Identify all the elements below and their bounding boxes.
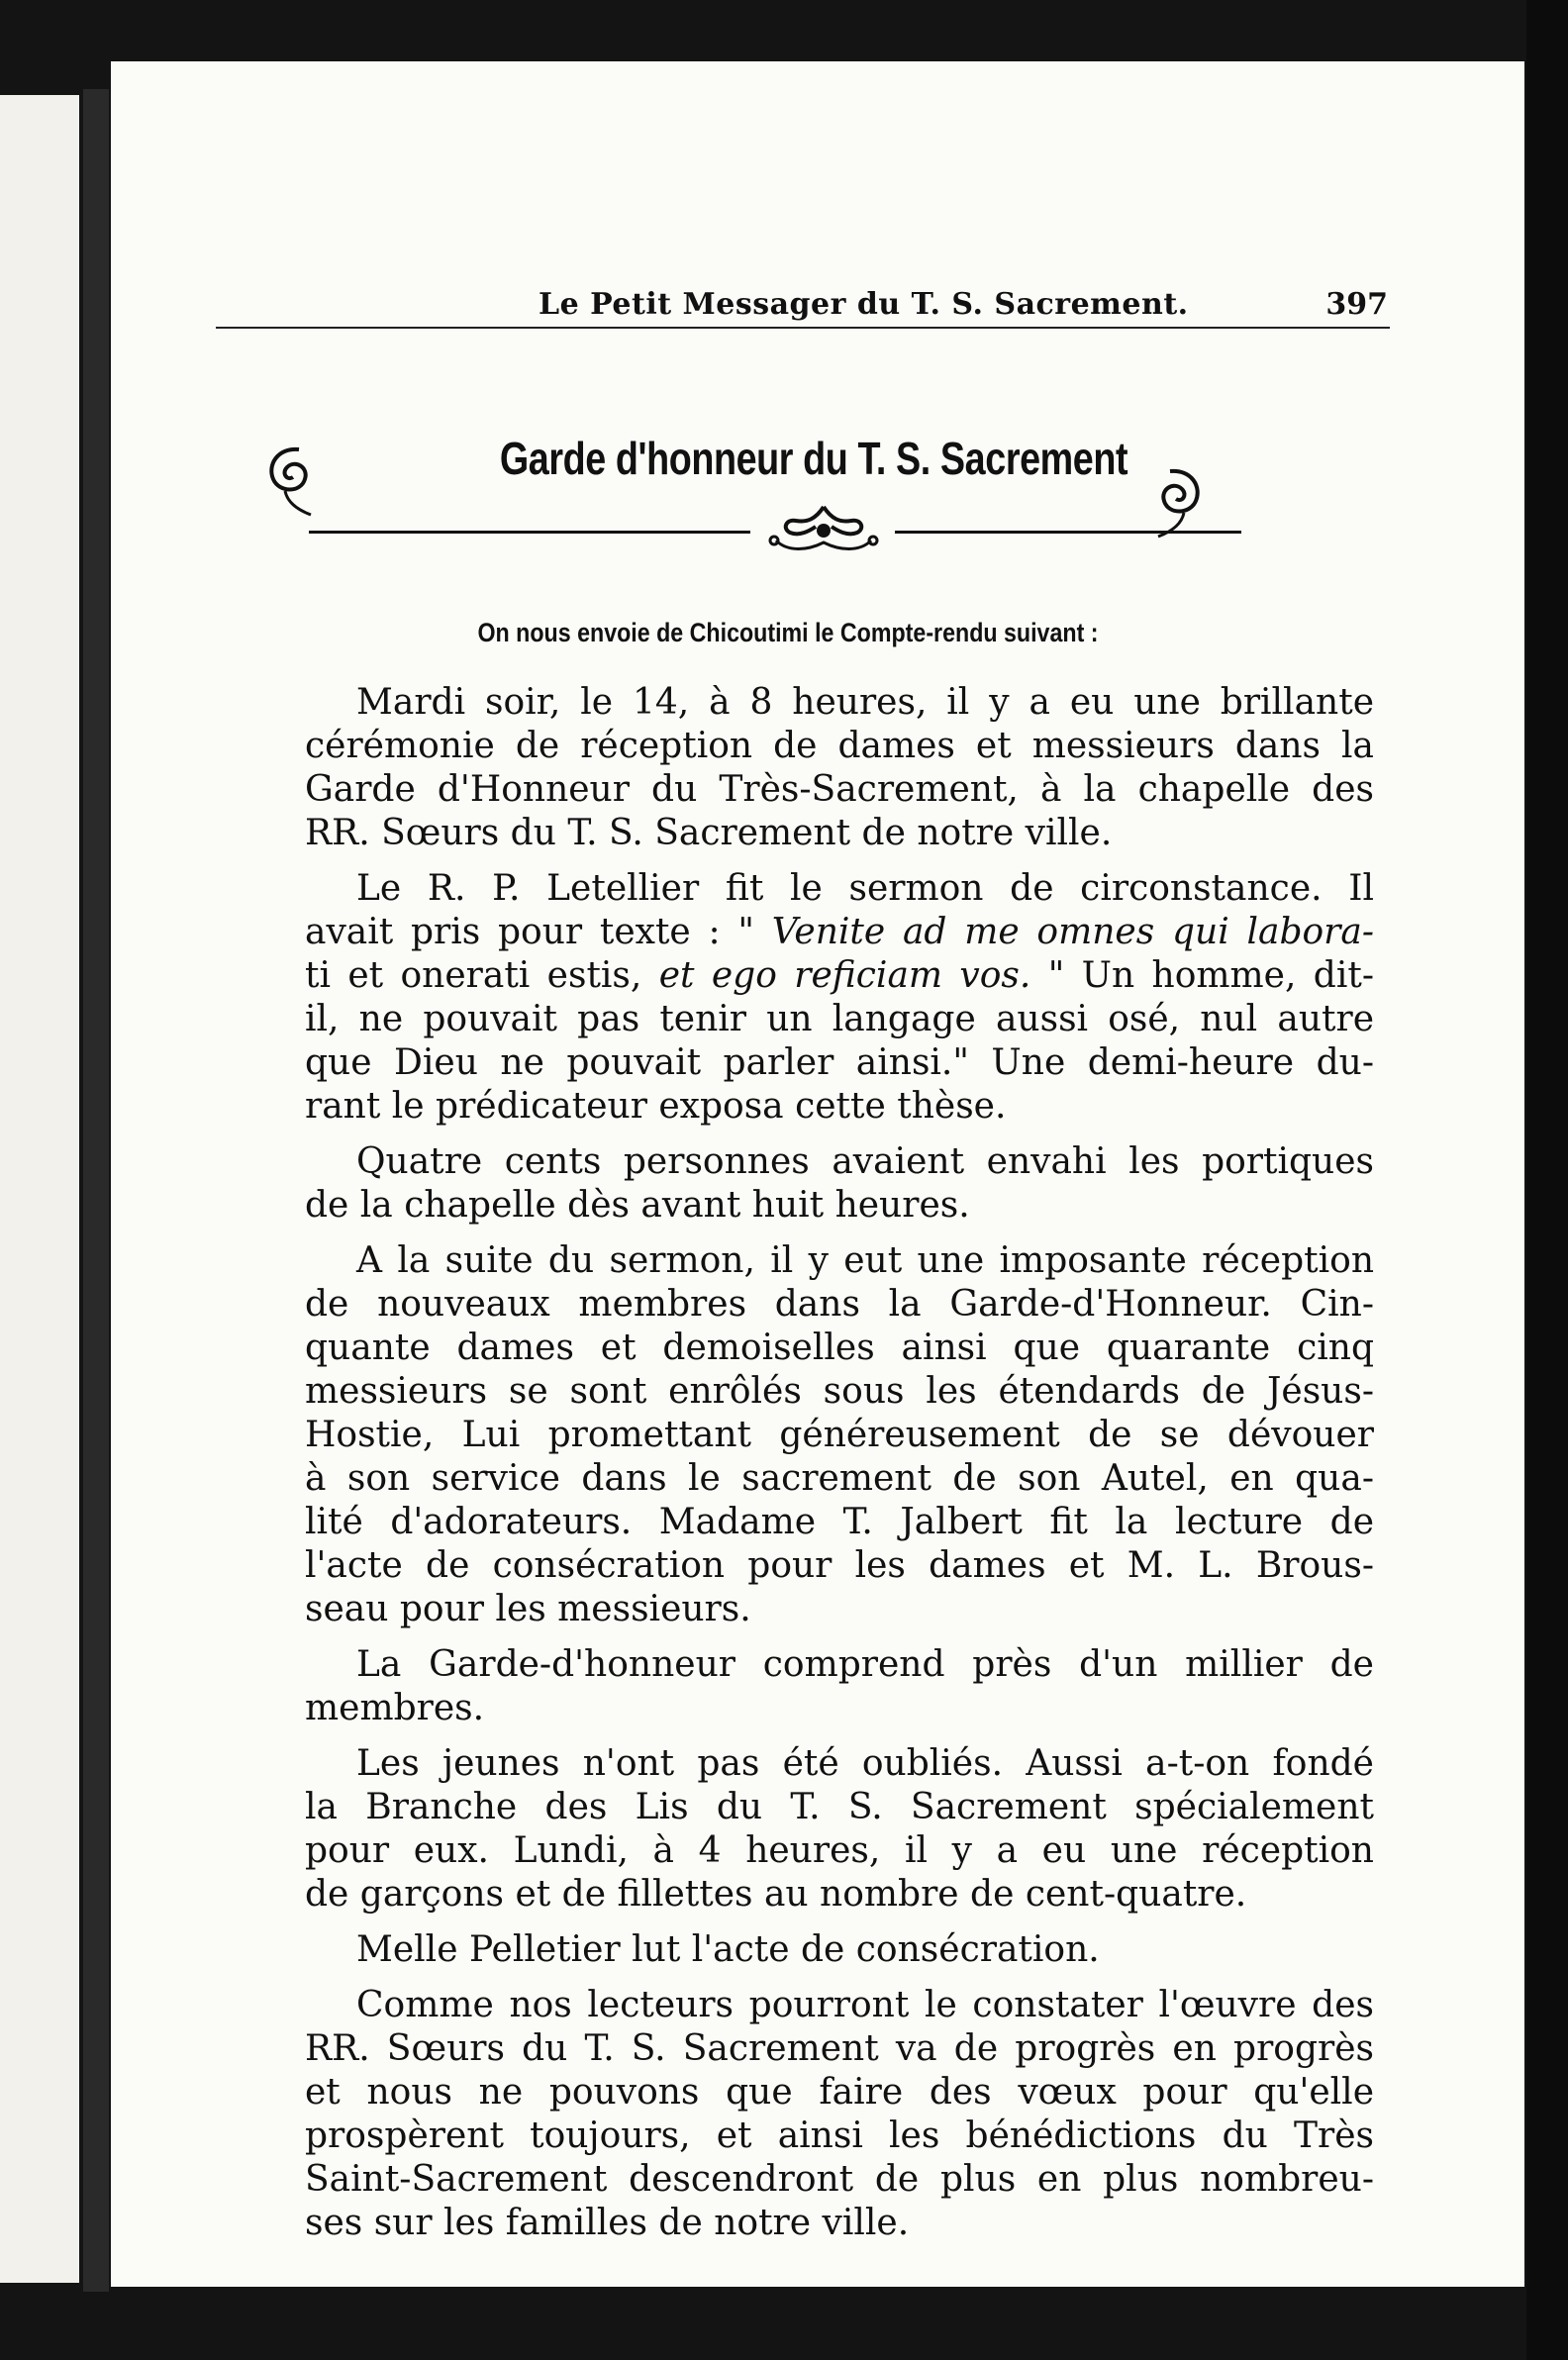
article-heading: Garde d'honneur du T. S. Sacrement xyxy=(499,433,1128,484)
article-paragraph xyxy=(305,1239,1374,1631)
article-paragraph xyxy=(305,1643,1374,1730)
scroll-ornament-left-icon xyxy=(259,440,329,529)
paragraph-line: Comme nos lecteurs pourront le constater l'œuvre des xyxy=(356,1985,1374,2025)
page-number: 397 xyxy=(1325,287,1388,322)
article-paragraph xyxy=(305,681,1374,855)
paragraph-line: rant le prédicateur exposa cette thèse. xyxy=(305,1086,1007,1127)
article-body xyxy=(305,681,1374,2245)
paragraph-line: lité d'adorateurs. Madame T. Jalbert fit la lecture de xyxy=(305,1502,1374,1542)
paragraph-line: Les jeunes n'ont pas été oubliés. Aussi a-t-on fondé xyxy=(356,1743,1374,1784)
paragraph-line: A la suite du sermon, il y eut une imposante réception xyxy=(356,1240,1374,1281)
paragraph-line: l'acte de consécration pour les dames et M. L. Brous- xyxy=(305,1545,1374,1586)
book-gutter xyxy=(83,89,109,2292)
scan-background xyxy=(1526,0,1568,2360)
paragraph-line: Saint-Sacrement descendront de plus en plus nombreu- xyxy=(305,2159,1374,2200)
paragraph-line: ti et onerati estis, et ego reficiam vos. " Un homme, dit- xyxy=(305,955,1374,996)
paragraph-line: Le R. P. Letellier fit le sermon de circonstance. Il xyxy=(356,868,1374,909)
paragraph-line: ses sur les familles de notre ville. xyxy=(305,2203,910,2243)
paragraph-line: de garçons et de fillettes au nombre de cent-quatre. xyxy=(305,1874,1247,1915)
facing-page-edge xyxy=(0,95,79,2283)
paragraph-line: de nouveaux membres dans la Garde-d'Honneur. Cin- xyxy=(305,1284,1374,1325)
paragraph-line: la Branche des Lis du T. S. Sacrement spécialement xyxy=(305,1787,1374,1827)
fleuron-ornament-icon xyxy=(756,501,891,558)
article-paragraph xyxy=(305,1984,1374,2245)
paragraph-line: et nous ne pouvons que faire des vœux pour qu'elle xyxy=(305,2072,1374,2113)
paragraph-line: messieurs se sont enrôlés sous les étendards de Jésus- xyxy=(305,1371,1374,1412)
paragraph-line: que Dieu ne pouvait parler ainsi." Une demi-heure du- xyxy=(305,1042,1374,1083)
paragraph-line: Quatre cents personnes avaient envahi les portiques xyxy=(356,1141,1374,1182)
paragraph-line: Hostie, Lui promettant généreusement de se dévouer xyxy=(305,1415,1374,1455)
ornament-rule-right xyxy=(895,531,1241,534)
article-intro: On nous envoie de Chicoutimi le Compte-rendu suivant : xyxy=(477,618,1099,647)
running-head-rule xyxy=(216,327,1390,329)
paragraph-line: seau pour les messieurs. xyxy=(305,1589,751,1629)
article-paragraph xyxy=(305,1742,1374,1917)
paragraph-line: pour eux. Lundi, à 4 heures, il y a eu une réception xyxy=(305,1830,1374,1871)
article-paragraph xyxy=(305,1140,1374,1228)
paragraph-line: à son service dans le sacrement de son Autel, en qua- xyxy=(305,1458,1374,1499)
paragraph-line: quante dames et demoiselles ainsi que quarante cinq xyxy=(305,1328,1374,1368)
paragraph-line: de la chapelle dès avant huit heures. xyxy=(305,1185,970,1226)
ornament-rule-left xyxy=(309,531,750,534)
paragraph-line: Melle Pelletier lut l'acte de consécration. xyxy=(356,1929,1100,1970)
article-paragraph xyxy=(305,867,1374,1129)
paragraph-line: membres. xyxy=(305,1688,485,1728)
paragraph-line: avait pris pour texte : " Venite ad me omnes qui labora- xyxy=(305,912,1375,952)
paragraph-line: il, ne pouvait pas tenir un langage aussi osé, nul autre xyxy=(305,999,1374,1039)
paragraph-line: RR. Sœurs du T. S. Sacrement va de progrès en progrès xyxy=(305,2028,1374,2069)
paragraph-line: La Garde-d'honneur comprend près d'un millier de xyxy=(356,1644,1374,1685)
book-page xyxy=(111,61,1524,2287)
running-head-title: Le Petit Messager du T. S. Sacrement. xyxy=(539,287,1189,322)
paragraph-line: Mardi soir, le 14, à 8 heures, il y a eu une brillante xyxy=(356,682,1374,723)
article-paragraph xyxy=(305,1928,1374,1972)
paragraph-line: Garde d'Honneur du Très-Sacrement, à la chapelle des xyxy=(305,769,1374,810)
paragraph-line: prospèrent toujours, et ainsi les bénédictions du Très xyxy=(305,2115,1374,2156)
paragraph-line: RR. Sœurs du T. S. Sacrement de notre ville. xyxy=(305,813,1113,853)
paragraph-line: cérémonie de réception de dames et messieurs dans la xyxy=(305,726,1374,766)
